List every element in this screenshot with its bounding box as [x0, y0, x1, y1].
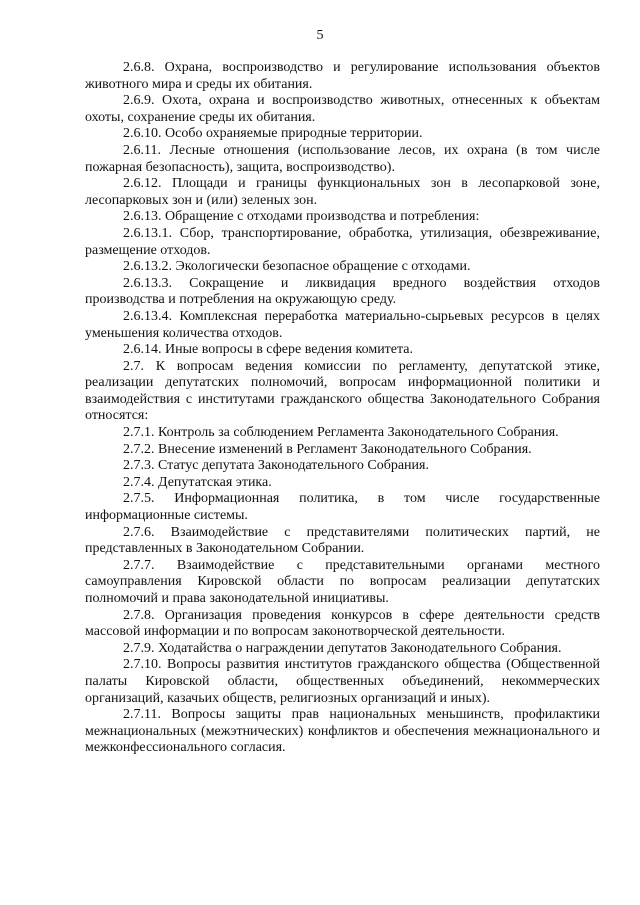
paragraph-2-7-8: 2.7.8. Организация проведения конкурсов в сфере деятельности средств массовой информации и по вопросам законотворческой деятельности. — [85, 607, 600, 640]
paragraph-2-7-4: 2.7.4. Депутатская этика. — [123, 474, 272, 490]
paragraph-2-6-13-4: 2.6.13.4. Комплексная переработка материально-сырьевых ресурсов в целях уменьшения количества отходов. — [85, 308, 600, 341]
paragraph-2-6-10: 2.6.10. Особо охраняемые природные территории. — [123, 126, 423, 142]
paragraph-2-7-6: 2.7.6. Взаимодействие с представителями политических партий, не представленных в Законодательном Собрании. — [85, 524, 600, 557]
paragraph-2-7-2: 2.7.2. Внесение изменений в Регламент Законодательного Собрания. — [123, 441, 532, 457]
document-body — [85, 60, 600, 757]
paragraph-2-7-3: 2.7.3. Статус депутата Законодательного Собрания. — [123, 458, 429, 474]
paragraph-2-7-5: 2.7.5. Информационная политика, в том числе государственные информационные системы. — [85, 491, 600, 524]
page-number: 5 — [316, 28, 324, 43]
paragraph-2-6-8: 2.6.8. Охрана, воспроизводство и регулирование использования объектов животного мира и среды их обитания. — [85, 60, 600, 92]
paragraph-2-7-11: 2.7.11. Вопросы защиты прав национальных меньшинств, профилактики межнациональных (межэтнических) конфликтов и обеспечения межнационального и межконфессионального согласия. — [85, 707, 600, 756]
paragraph-2-7: 2.7. К вопросам ведения комиссии по регламенту, депутатской этике, реализации депутатских полномочий, вопросам информационной политики и взаимодействия с институтами гражданского общества Законодательного Собрания относятся: — [85, 358, 600, 424]
paragraph-2-6-14: 2.6.14. Иные вопросы в сфере ведения комитета. — [123, 342, 414, 358]
paragraph-2-6-13-2: 2.6.13.2. Экологически безопасное обращение с отходами. — [123, 259, 471, 275]
paragraph-2-6-12: 2.6.12. Площади и границы функциональных зон в лесопарковой зоне, лесопарковых зон и (или) зеленых зон. — [85, 176, 600, 208]
paragraph-2-6-11: 2.6.11. Лесные отношения (использование лесов, их охрана (в том числе пожарная безопасность), защита, воспроизводство). — [85, 142, 600, 175]
paragraph-2-7-7: 2.7.7. Взаимодействие с представительными органами местного самоуправления Кировской области по вопросам реализации депутатских полномочий и права законодательной инициативы. — [85, 557, 600, 606]
paragraph-2-7-10: 2.7.10. Вопросы развития институтов гражданского общества (Общественной палаты Кировской области, общественных объединений, некоммерческих организаций, казачьих обществ, религиозных организаций и иных). — [85, 657, 600, 706]
paragraph-2-7-1: 2.7.1. Контроль за соблюдением Регламента Законодательного Собрания. — [123, 425, 559, 441]
paragraph-2-6-13-1: 2.6.13.1. Сбор, транспортирование, обработка, утилизация, обезвреживание, размещение отходов. — [85, 225, 600, 258]
paragraph-2-6-13: 2.6.13. Обращение с отходами производства и потребления: — [123, 209, 480, 225]
paragraph-2-7-9: 2.7.9. Ходатайства о награждении депутатов Законодательного Собрания. — [123, 640, 562, 656]
paragraph-2-6-9: 2.6.9. Охота, охрана и воспроизводство животных, отнесенных к объектам охоты, сохранение среды их обитания. — [85, 93, 600, 125]
paragraph-2-6-13-3: 2.6.13.3. Сокращение и ликвидация вредного воздействия отходов производства и потребления на окружающую среду. — [85, 275, 600, 308]
